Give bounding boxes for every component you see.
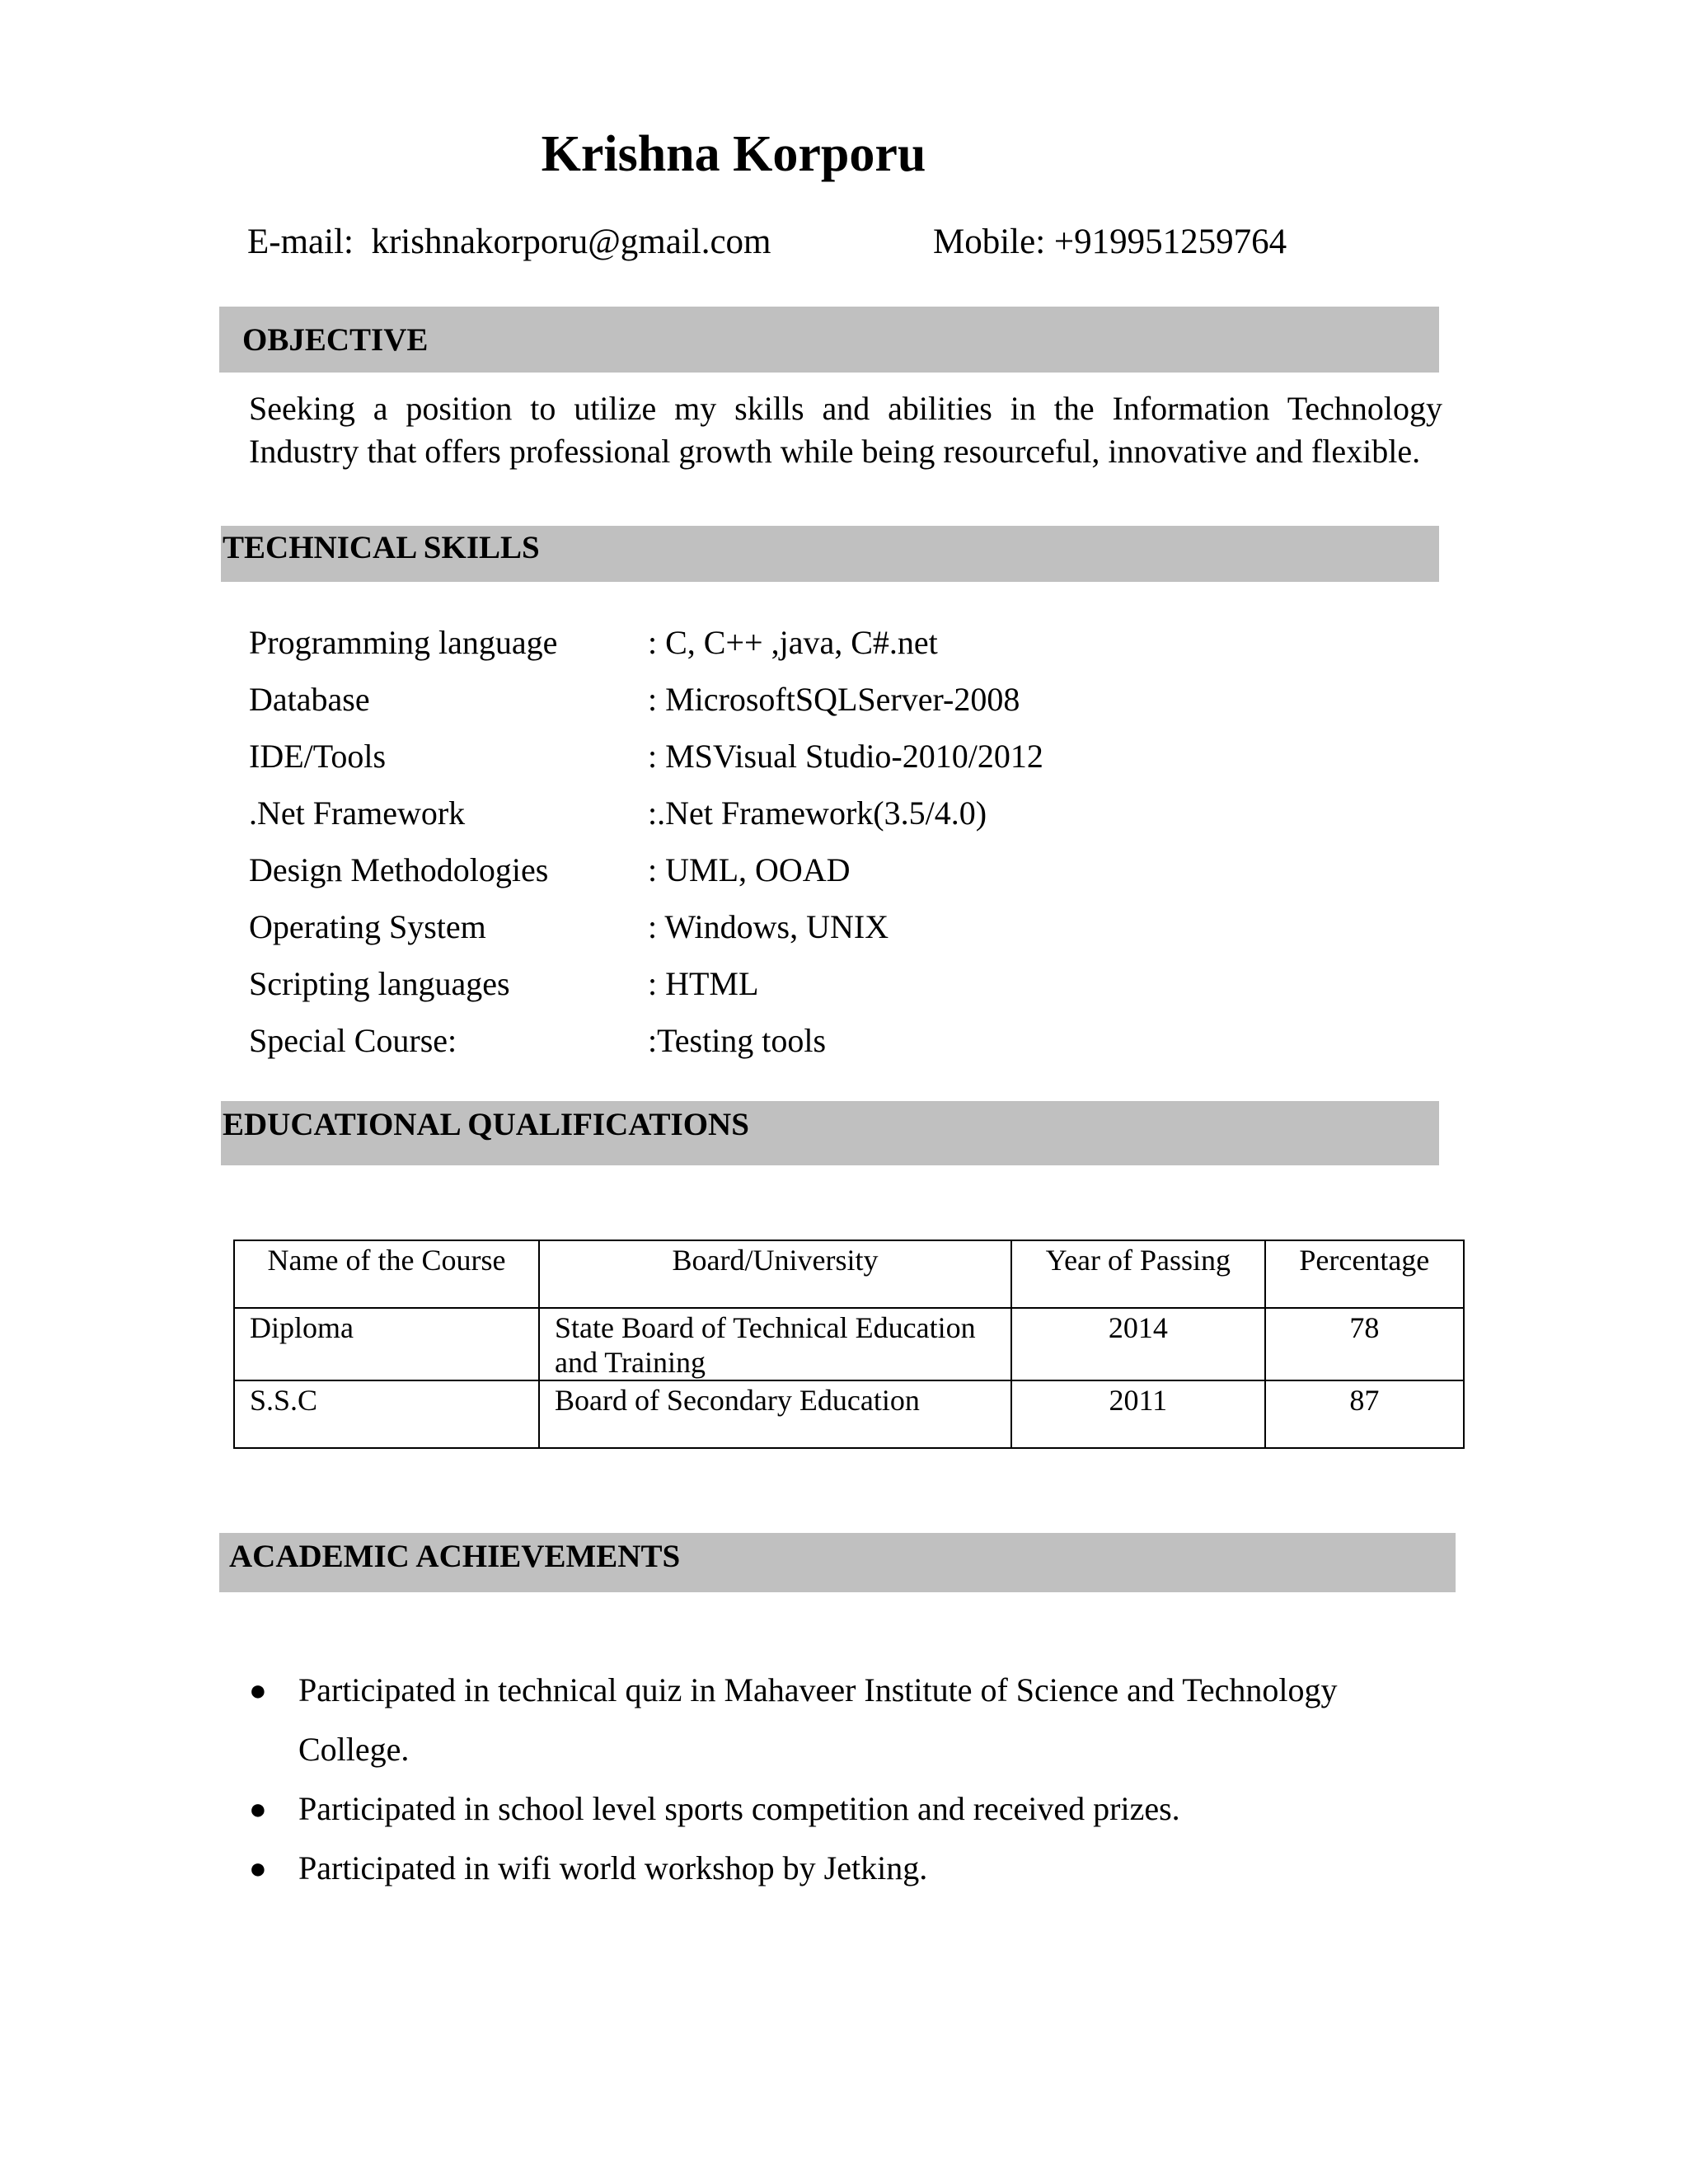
skill-key: .Net Framework [249,794,466,832]
email-label: E-mail: [247,223,354,261]
mobile-label: Mobile: [933,223,1046,261]
achievements-heading-bar [219,1533,1456,1592]
table-row [234,1380,1464,1448]
skill-value: :.Net Framework(3.5/4.0) [648,794,987,832]
bullet-icon: ● [249,1674,267,1707]
mobile-line [933,221,1287,264]
list-item [249,1661,1469,1779]
percentage-cell: 87 [1265,1380,1464,1448]
board-cell [539,1308,1011,1380]
objective-text [249,387,1442,473]
achievement-line: Participated in school level sports competition and received prizes. [298,1790,1180,1827]
percentage-cell: 78 [1265,1308,1464,1380]
achievements-heading: ACADEMIC ACHIEVEMENTS [229,1539,681,1574]
skill-row [249,792,1444,841]
skill-value: : C, C++ ,java, C#.net [648,624,938,661]
skill-value: : HTML [648,965,759,1002]
skill-row [249,849,1444,898]
table-header-row [234,1240,1464,1308]
skill-key: Special Course: [249,1022,457,1059]
objective-line-1: Seeking a position to utilize my skills and abilities in the Information Technology [249,390,1442,427]
skill-value: :Testing tools [648,1022,827,1059]
skill-key: Design Methodologies [249,851,549,888]
skill-value: : Windows, UNIX [648,908,889,945]
column-header: Percentage [1265,1240,1464,1308]
year-cell: 2011 [1011,1380,1265,1448]
board-line: State Board of Technical Education [554,1311,976,1344]
skill-row [249,735,1444,785]
mobile-value: +919951259764 [1053,223,1287,261]
column-header: Name of the Course [234,1240,539,1308]
year-cell: 2014 [1011,1308,1265,1380]
board-cell [539,1380,1011,1448]
objective-heading: OBJECTIVE [242,322,429,358]
course-cell: S.S.C [234,1380,539,1448]
objective-heading-bar [219,307,1439,373]
column-header: Year of Passing [1011,1240,1265,1308]
list-item [249,1779,1469,1839]
skill-row [249,678,1444,728]
email-value: krishnakorporu@gmail.com [371,223,771,261]
board-line: and Training [554,1346,706,1379]
technical-skills-heading-bar [221,526,1439,582]
achievement-line: Participated in wifi world workshop by Jetking. [298,1849,928,1886]
skill-row [249,1019,1444,1069]
skill-key: IDE/Tools [249,738,387,775]
bullet-icon: ● [249,1793,267,1825]
list-item [249,1839,1469,1898]
board-line: Board of Secondary Education [554,1384,920,1417]
achievement-line: Participated in technical quiz in Mahaveer Institute of Science and Technology [298,1671,1338,1708]
education-heading: EDUCATIONAL QUALIFICATIONS [223,1107,749,1142]
skill-value: : UML, OOAD [648,851,851,888]
technical-skills-heading: TECHNICAL SKILLS [223,530,540,565]
candidate-name: Krishna Korporu [541,126,926,182]
table-row [234,1308,1464,1380]
course-cell: Diploma [234,1308,539,1380]
education-table [233,1240,1465,1449]
skill-row [249,963,1444,1012]
skill-key: Operating System [249,908,486,945]
achievements-list [249,1661,1469,1898]
skill-row [249,621,1444,671]
objective-line-2: Industry that offers professional growth while being resourceful, innovative and flexible. [249,433,1421,470]
column-header: Board/University [539,1240,1011,1308]
education-heading-bar [221,1101,1439,1165]
achievement-line: College. [298,1731,410,1768]
skill-row [249,906,1444,955]
skill-key: Scripting languages [249,965,510,1002]
skill-key: Database [249,681,370,718]
skill-value: : MicrosoftSQLServer-2008 [648,681,1020,718]
skill-key: Programming language [249,624,558,661]
bullet-icon: ● [249,1852,267,1885]
email-line [247,221,771,264]
skill-value: : MSVisual Studio-2010/2012 [648,738,1043,775]
